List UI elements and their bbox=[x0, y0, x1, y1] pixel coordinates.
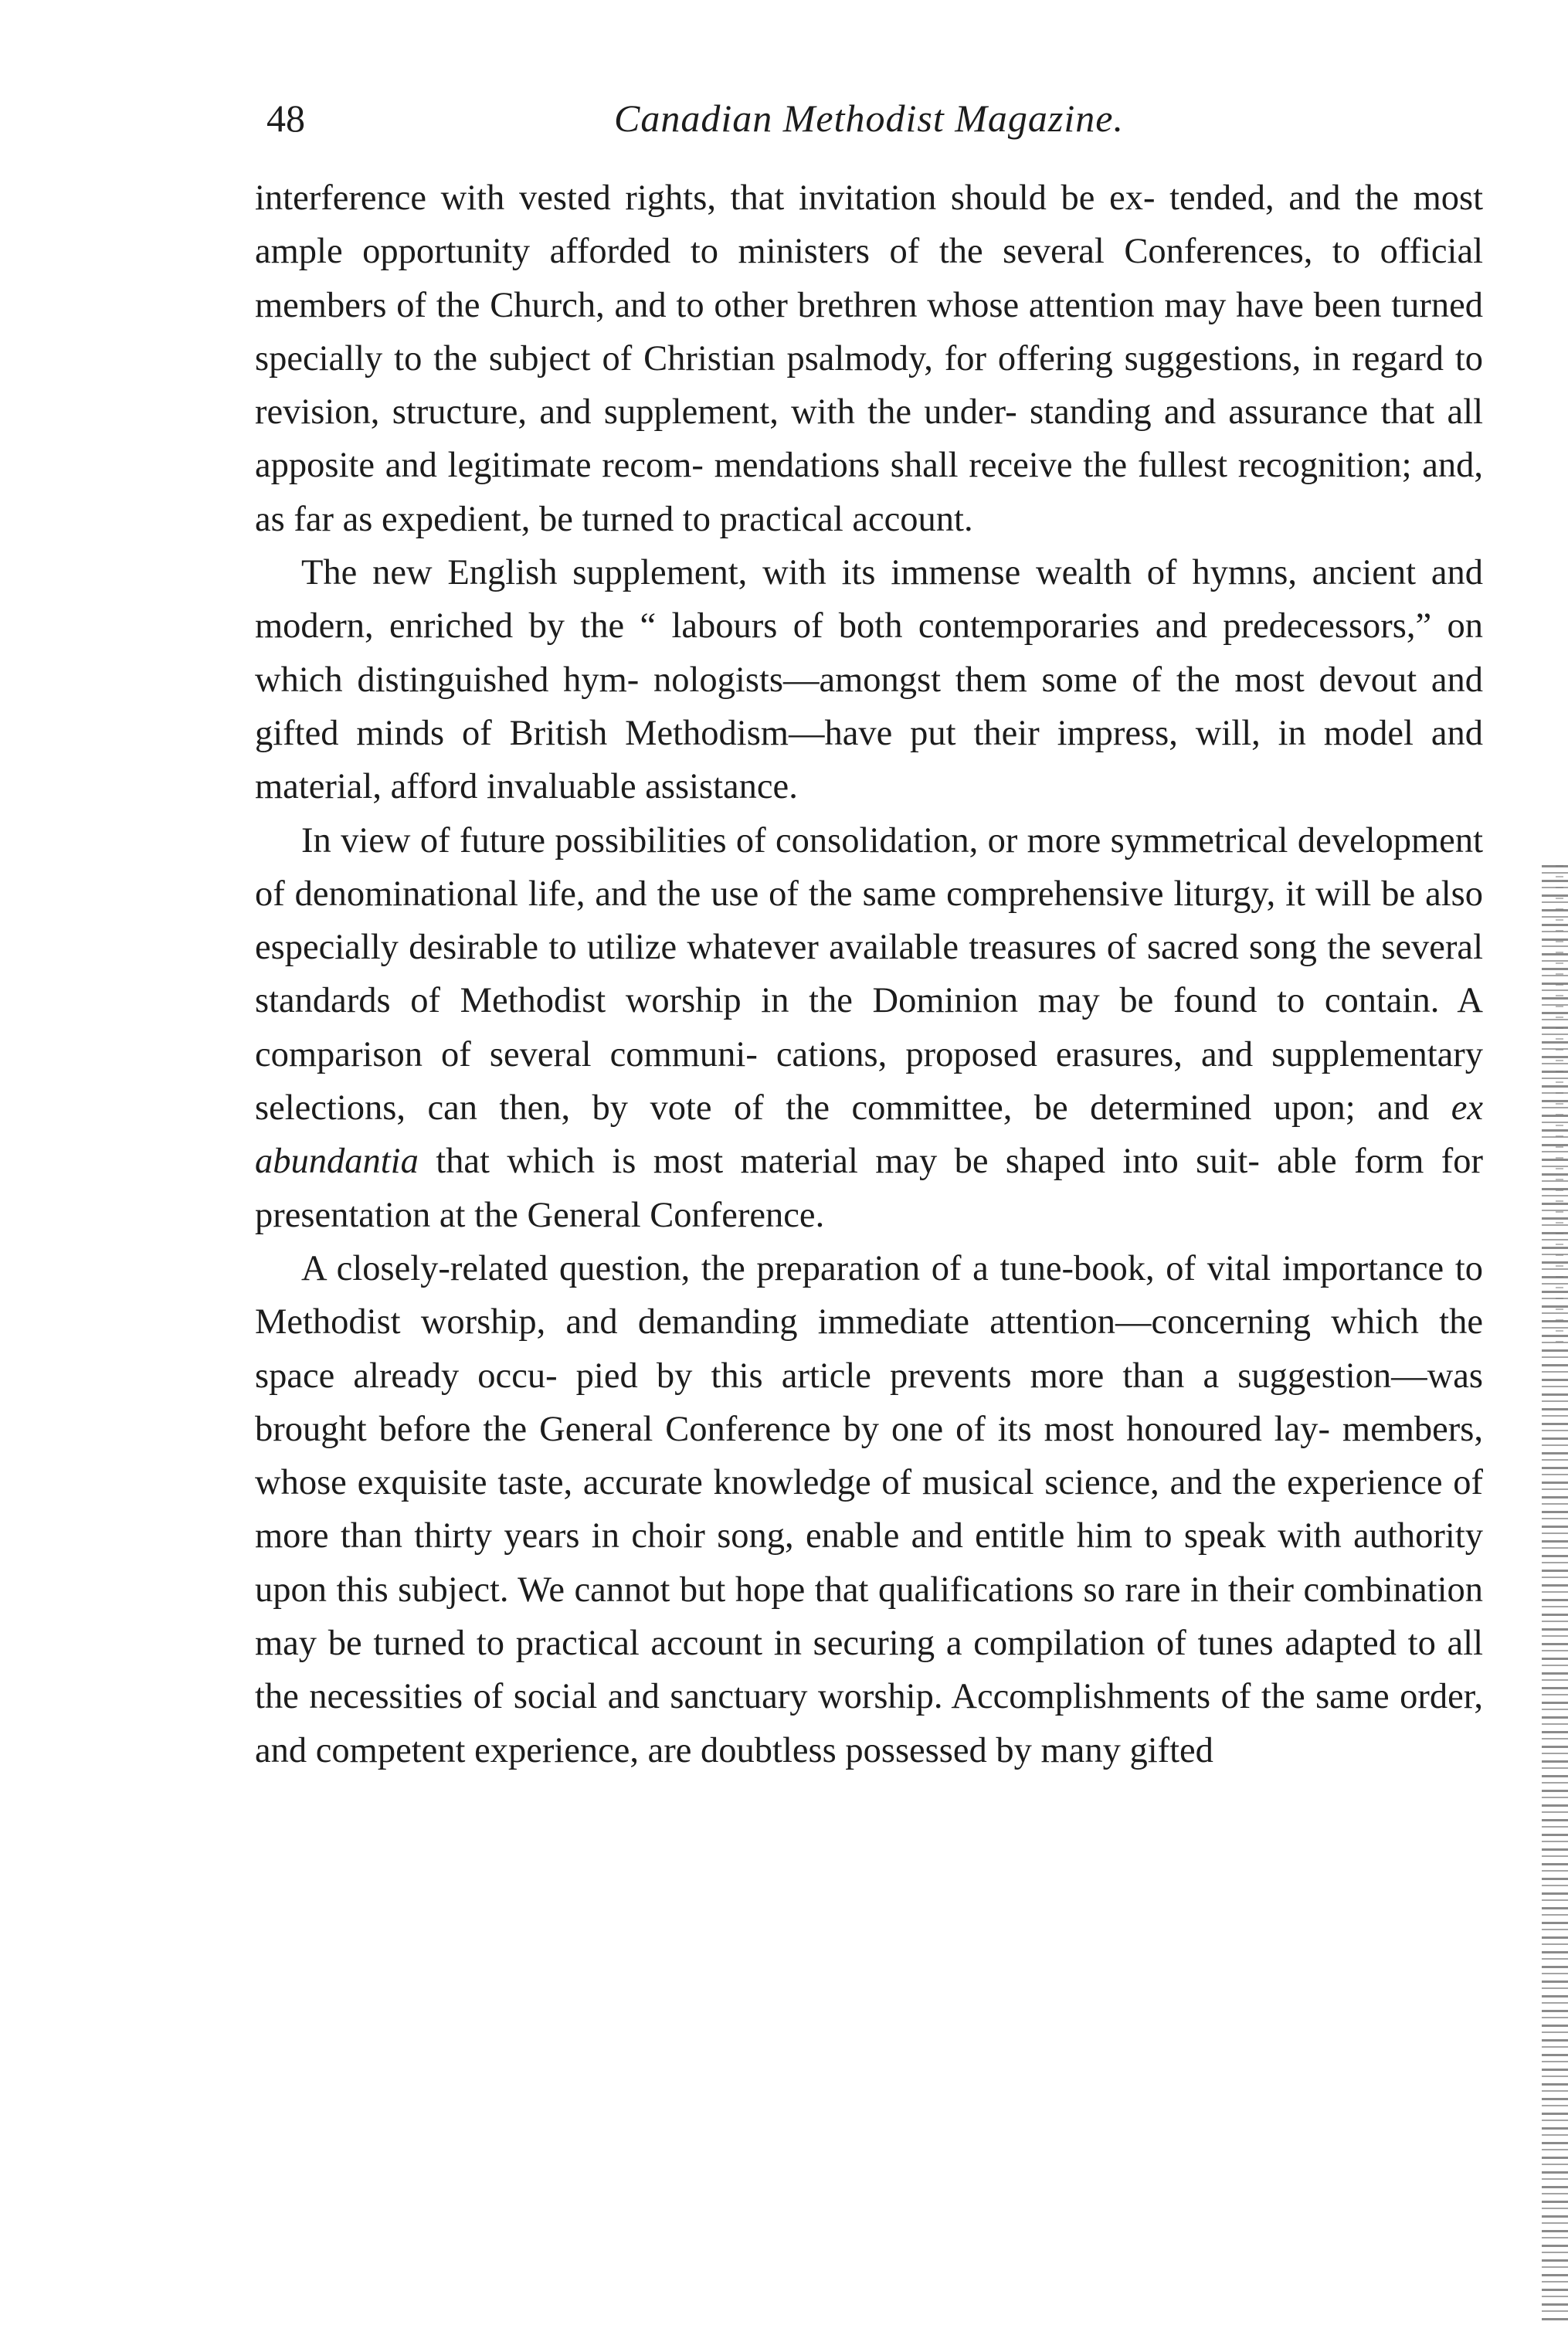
page-edge-marks bbox=[1556, 865, 1563, 1344]
paragraph-3-text-start: In view of future possibilities of consolidation, or more symmetrical development of denominational life, and the use of the same comprehensive liturgy, it will be also especially desirable to utilize whatever available treasures of sacred song the several standards of Methodist worship in the Dominion may be found to contain. A comparison of several communi- cations, proposed erasures, and supplementary selections, can then, by vote of the committee, be determined upon; and bbox=[255, 820, 1483, 1129]
page-number: 48 bbox=[266, 97, 305, 140]
paragraph-2: The new English supplement, with its immense wealth of hymns, ancient and modern, enriched by the “ labours of both contemporaries and predecessors,” on which distinguished hym- nologists—amongst them some of the most devout and gifted minds of British Methodism—have put their impress, will, in model and material, afford invaluable assistance. bbox=[255, 553, 1483, 807]
paragraph-4: A closely-related question, the preparation of a tune-book, of vital importance to Methodist worship, and demanding immediate attention—concerning which the space already occu- pied by this article prevents more than a suggestion—was brought before the General Conference by one of its most honoured lay- members, whose exquisite taste, accurate knowledge of musical science, and the experience of more than thirty years in choir song, enable and entitle him to speak with authority upon this subject. We cannot but hope that qualifications so rare in their combination may be turned to practical account in securing a compilation of tunes adapted to all the necessities of social and sanctuary worship. Accomplishments of the same order, and competent experience, are doubtless possessed by many gifted bbox=[255, 1248, 1483, 1770]
page-edge-shadow bbox=[1542, 865, 1568, 2325]
paragraph-1: interference with vested rights, that invitation should be ex- tended, and the most ample opportunity afforded to ministers of the several Conferences, to official members of the Church, and to other brethren whose attention may have been turned specially to the subject of Christian psalmody, for offering suggestions, in regard to revision, structure, and supplement, with the under- standing and assurance that all apposite and legitimate recom- mendations shall receive the fullest recognition; and, as far as expedient, be turned to practical account. bbox=[255, 178, 1483, 539]
paragraph-3-text-end: that which is most material may be shaped into suit- able form for presentation at the General Conference. bbox=[255, 1142, 1483, 1235]
article-body bbox=[255, 171, 1483, 1777]
paragraph-3 bbox=[255, 814, 1483, 1242]
paragraph-3-italic-phrase: ex abundantia bbox=[255, 1088, 1483, 1182]
page-header bbox=[266, 83, 1471, 153]
running-title: Canadian Methodist Magazine. bbox=[614, 97, 1124, 140]
